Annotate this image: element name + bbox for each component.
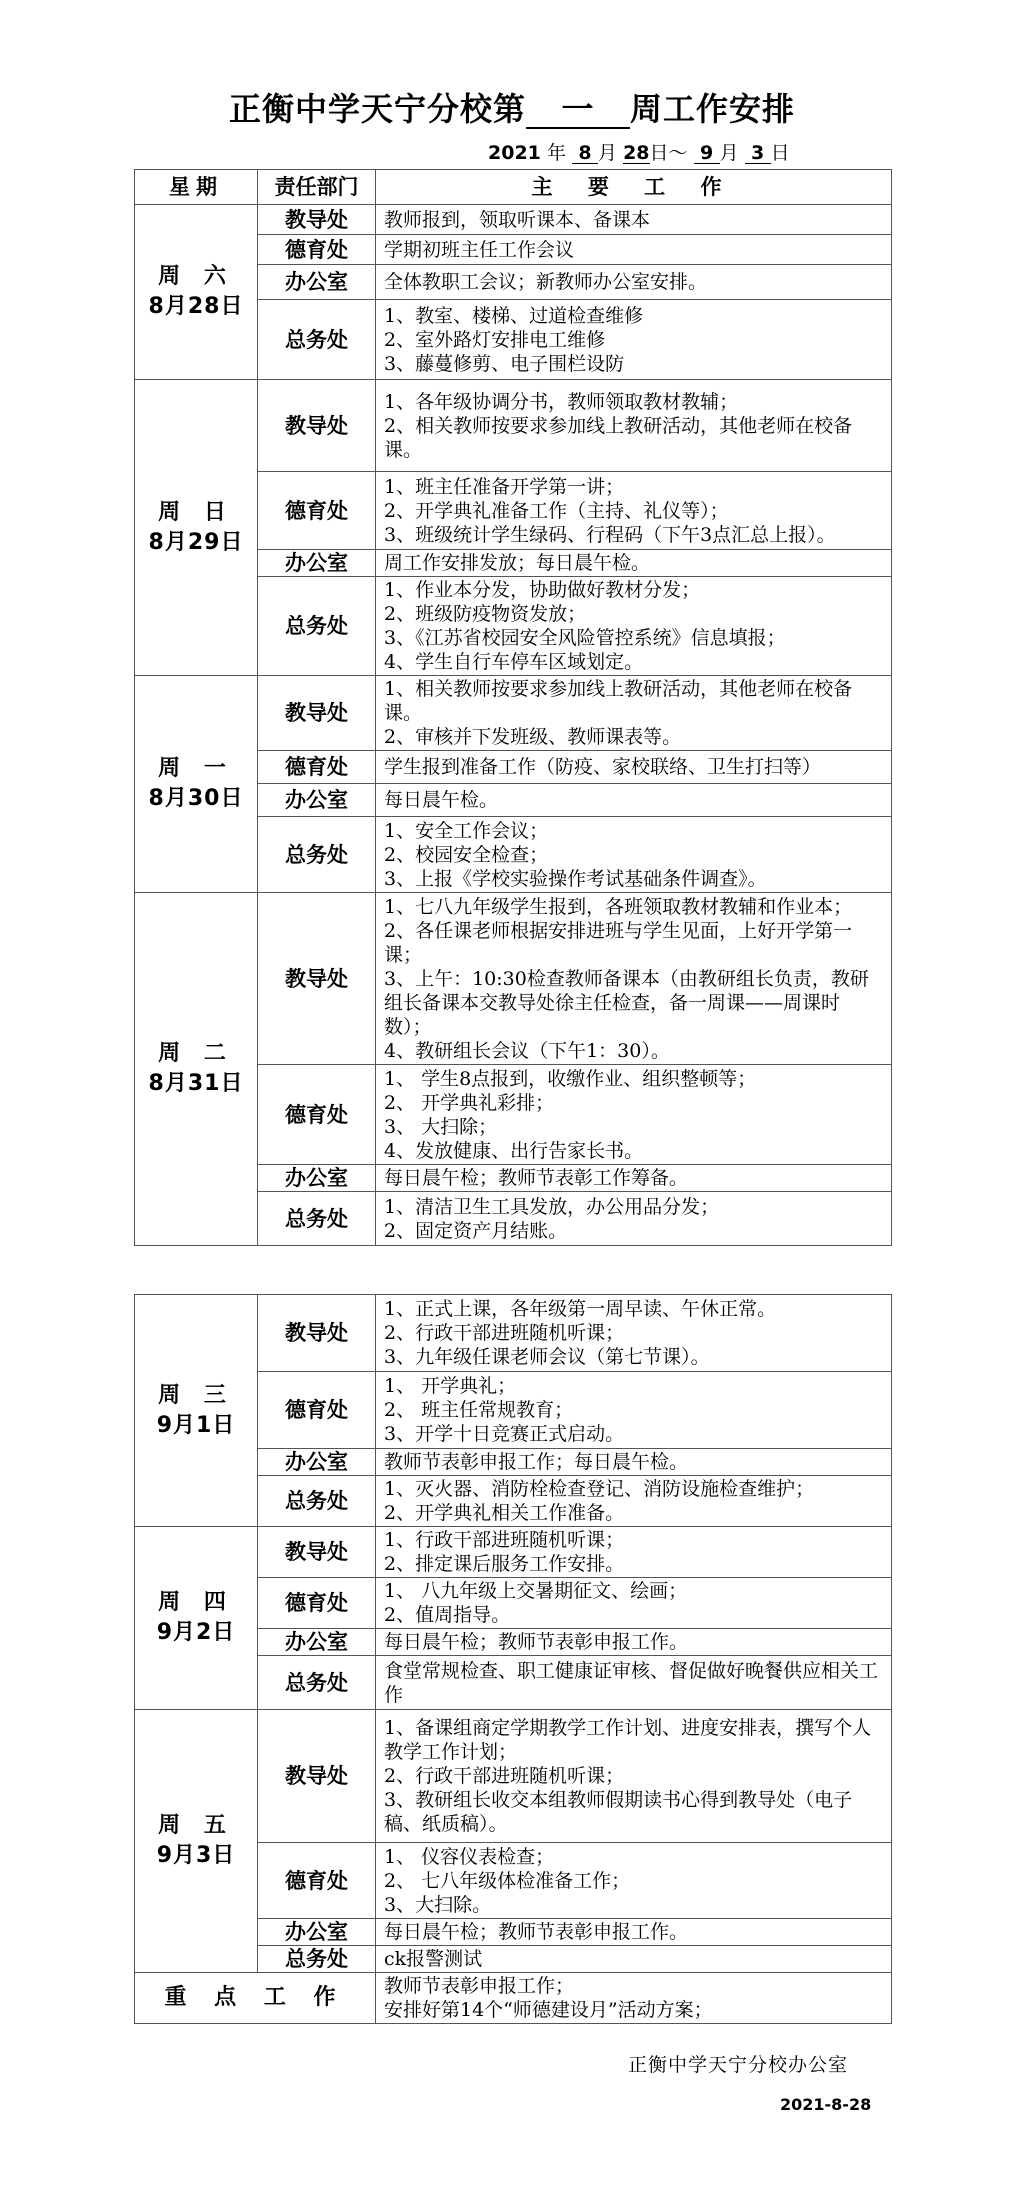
work-line: 4、发放健康、出行告家长书。 — [384, 1139, 644, 1162]
work-line: 3、九年级任课老师会议（第七节课）。 — [384, 1346, 710, 1368]
weekday-label: 周 五 — [158, 1813, 234, 1838]
work-content-cell — [376, 751, 892, 784]
day-cell — [135, 380, 258, 676]
work-line: 每日晨午检；教师节表彰申报工作。 — [384, 1921, 689, 1943]
title-suffix: 周工作安排 — [630, 90, 796, 128]
dept-cell: 办公室 — [258, 1629, 376, 1656]
work-line: 1、各年级协调分书，教师领取教材教辅； — [384, 390, 739, 413]
work-content-cell — [376, 1165, 892, 1192]
table-row — [135, 205, 892, 235]
day-cell — [135, 893, 258, 1246]
work-content-cell — [376, 1843, 892, 1919]
date-unit: 年 — [546, 142, 566, 164]
work-line: 3、 大扫除； — [384, 1115, 498, 1138]
work-line: 2、各任课老师根据安排进班与学生见面，上好开学第一课； — [384, 919, 853, 966]
work-content-cell — [376, 235, 892, 265]
work-line: 2、 开学典礼彩排； — [384, 1091, 555, 1114]
work-line: 教师节表彰申报工作；每日晨午检。 — [384, 1451, 689, 1473]
dept-cell: 德育处 — [258, 235, 376, 265]
work-line: 1、正式上课，各年级第一周早读、午休正常。 — [384, 1298, 777, 1320]
dept-cell: 教导处 — [258, 1295, 376, 1372]
work-line: 3、开学十日竞赛正式启动。 — [384, 1423, 625, 1445]
work-content-cell — [376, 1192, 892, 1246]
day-date-label: 9月1日 — [156, 1412, 236, 1438]
work-line: 食堂常规检查、职工健康证审核、督促做好晚餐供应相关工作 — [384, 1659, 879, 1706]
day-cell — [135, 1295, 258, 1527]
work-line: 学期初班主任工作会议 — [384, 238, 575, 261]
dept-cell: 德育处 — [258, 1843, 376, 1919]
work-line: 2、 班主任常规教育； — [384, 1399, 574, 1421]
key-work-row — [135, 1973, 892, 2024]
work-line: 1、七八九年级学生报到，各班领取教材教辅和作业本； — [384, 895, 853, 918]
dept-cell: 总务处 — [258, 817, 376, 893]
work-content-cell — [376, 205, 892, 235]
work-content-cell — [376, 1656, 892, 1710]
dept-cell: 总务处 — [258, 1476, 376, 1527]
work-line: 1、行政干部进班随机听课； — [384, 1529, 625, 1551]
work-line: 学生报到准备工作（防疫、家校联络、卫生打扫等） — [384, 756, 822, 778]
date-start-day: 28 — [623, 142, 650, 164]
work-content-cell — [376, 1476, 892, 1527]
work-line: 每日晨午检。 — [384, 789, 499, 811]
work-line: 3、上报《学校实验操作考试基础条件调查》。 — [384, 867, 767, 890]
weekday-label: 周 六 — [158, 264, 234, 289]
work-line: 3、大扫除。 — [384, 1893, 492, 1916]
weekday-label: 周 日 — [158, 499, 234, 525]
date-unit: 日 — [770, 142, 790, 164]
dept-cell: 德育处 — [258, 1372, 376, 1449]
dept-cell: 办公室 — [258, 1165, 376, 1192]
work-line: 1、灭火器、消防栓检查登记、消防设施检查维护； — [384, 1478, 815, 1500]
work-line: 2、开学典礼准备工作（主持、礼仪等）； — [384, 499, 729, 522]
schedule-table-part-2 — [134, 1294, 892, 2024]
work-content-cell — [376, 784, 892, 817]
day-date-label: 8月30日 — [148, 786, 244, 811]
work-content-cell — [376, 817, 892, 893]
work-content-cell — [376, 550, 892, 577]
footer-date: 2021-8-28 — [780, 2095, 872, 2114]
work-content-cell — [376, 1527, 892, 1578]
work-line: 2、固定资产月结账。 — [384, 1219, 568, 1242]
date-range — [488, 138, 790, 165]
dept-cell: 总务处 — [258, 1192, 376, 1246]
dept-cell: 德育处 — [258, 472, 376, 550]
work-line: 1、相关教师按要求参加线上教研活动，其他老师在校备课。 — [384, 678, 853, 724]
work-line: 3、藤蔓修剪、电子围栏设防 — [384, 352, 625, 375]
work-line: 2、行政干部进班随机听课； — [384, 1765, 625, 1787]
work-content-cell — [376, 265, 892, 300]
work-line: 教师报到，领取听课本、备课本 — [384, 208, 651, 231]
day-date-label: 8月29日 — [148, 529, 244, 555]
work-content-cell — [376, 1578, 892, 1629]
day-cell — [135, 1710, 258, 1973]
work-line: 1、 学生8点报到，收缴作业、组织整顿等； — [384, 1067, 757, 1090]
table-row — [135, 1710, 892, 1843]
title-prefix: 正衡中学天宁分校第 — [228, 90, 526, 128]
dept-cell: 教导处 — [258, 893, 376, 1065]
work-line: 1、作业本分发，协助做好教材分发； — [384, 579, 701, 601]
dept-cell: 总务处 — [258, 300, 376, 380]
work-content-cell — [376, 893, 892, 1065]
work-line: 2、相关教师按要求参加线上教研活动，其他老师在校备课。 — [384, 414, 853, 461]
table-row — [135, 1295, 892, 1372]
work-line: 1、安全工作会议； — [384, 819, 549, 842]
work-line: 4、教研组长会议（下午1：30）。 — [384, 1039, 670, 1062]
work-line: 1、班主任准备开学第一讲； — [384, 475, 625, 498]
work-content-cell — [376, 1919, 892, 1946]
date-unit: 月 — [719, 142, 739, 164]
work-line: 3、班级统计学生绿码、行程码（下午3点汇总上报）。 — [384, 523, 836, 546]
day-cell — [135, 1527, 258, 1710]
dept-cell: 教导处 — [258, 676, 376, 751]
table-row — [135, 893, 892, 1065]
header-work: 主 要 工 作 — [376, 170, 892, 205]
week-number: 一 — [526, 91, 630, 129]
weekday-label: 周 二 — [158, 1041, 234, 1066]
page-title — [0, 84, 1024, 130]
day-date-label: 9月2日 — [156, 1620, 236, 1645]
work-line: 2、 七八年级体检准备工作； — [384, 1869, 631, 1892]
key-work-line: 安排好第14个“师德建设月”活动方案； — [384, 1999, 713, 2021]
dept-cell: 教导处 — [258, 380, 376, 472]
table-row — [135, 676, 892, 751]
day-cell — [135, 676, 258, 893]
work-content-cell — [376, 1946, 892, 1973]
date-unit: 日～ — [649, 142, 688, 164]
key-work-label: 重 点 工 作 — [135, 1973, 376, 2024]
date-year: 2021 — [488, 142, 541, 164]
dept-cell: 办公室 — [258, 1919, 376, 1946]
footer-office: 正衡中学天宁分校办公室 — [628, 2054, 849, 2076]
dept-cell: 办公室 — [258, 1449, 376, 1476]
dept-cell: 总务处 — [258, 577, 376, 676]
header-dept: 责任部门 — [258, 170, 376, 205]
work-line: 2、校园安全检查； — [384, 843, 549, 866]
date-start-month: 8 — [572, 143, 598, 164]
table-row — [135, 1527, 892, 1578]
day-date-label: 8月28日 — [148, 294, 244, 319]
day-cell — [135, 205, 258, 380]
work-line: 1、 仪容仪表检查； — [384, 1845, 555, 1868]
work-content-cell — [376, 1629, 892, 1656]
day-date-label: 9月3日 — [156, 1843, 236, 1868]
dept-cell: 办公室 — [258, 265, 376, 300]
date-end-day: 3 — [745, 143, 771, 164]
work-line: 每日晨午检；教师节表彰工作筹备。 — [384, 1167, 689, 1189]
work-line: 1、 八九年级上交暑期征文、绘画； — [384, 1580, 688, 1602]
work-line: 2、审核并下发班级、教师课表等。 — [384, 726, 682, 748]
dept-cell: 教导处 — [258, 205, 376, 235]
work-line: 2、开学典礼相关工作准备。 — [384, 1502, 625, 1524]
work-line: 全体教职工会议；新教师办公室安排。 — [384, 271, 708, 293]
work-content-cell — [376, 577, 892, 676]
work-line: 周工作安排发放；每日晨午检。 — [384, 552, 651, 574]
work-line: 1、 开学典礼； — [384, 1375, 517, 1397]
work-line: 3、教研组长收交本组教师假期读书心得到教导处（电子稿、纸质稿）。 — [384, 1789, 853, 1835]
work-line: 2、班级防疫物资发放； — [384, 603, 587, 625]
work-line: 1、清洁卫生工具发放，办公用品分发； — [384, 1195, 720, 1218]
date-unit: 月 — [598, 142, 618, 164]
work-content-cell — [376, 676, 892, 751]
work-line: 1、备课组商定学期教学工作计划、进度安排表，撰写个人教学工作计划； — [384, 1717, 872, 1763]
dept-cell: 办公室 — [258, 550, 376, 577]
work-line: 1、教室、楼梯、过道检查维修 — [384, 304, 644, 327]
weekday-label: 周 四 — [158, 1590, 234, 1615]
dept-cell: 办公室 — [258, 784, 376, 817]
work-line: 2、值周指导。 — [384, 1604, 511, 1626]
table-row — [135, 380, 892, 472]
work-line: 每日晨午检；教师节表彰申报工作。 — [384, 1631, 689, 1653]
work-content-cell — [376, 300, 892, 380]
dept-cell: 德育处 — [258, 1578, 376, 1629]
work-line: ck报警测试 — [384, 1948, 483, 1970]
dept-cell: 教导处 — [258, 1710, 376, 1843]
work-line: 3、上午：10:30检查教师备课本（由教研组长负责，教研组长备课本交教导处徐主任检查，备一周课——周课时数）； — [384, 967, 869, 1038]
dept-cell: 德育处 — [258, 1065, 376, 1165]
key-work-line: 教师节表彰申报工作； — [384, 1975, 575, 1997]
work-line: 2、室外路灯安排电工维修 — [384, 328, 606, 351]
schedule-table-part-1 — [134, 169, 892, 1246]
table-header-row — [135, 170, 892, 205]
work-content-cell — [376, 1449, 892, 1476]
work-line: 3、《江苏省校园安全风险管控系统》信息填报； — [384, 627, 786, 649]
dept-cell: 德育处 — [258, 751, 376, 784]
key-work-content — [376, 1973, 892, 2024]
day-date-label: 8月31日 — [148, 1071, 244, 1096]
weekday-label: 周 三 — [158, 1382, 234, 1408]
work-line: 4、学生自行车停车区域划定。 — [384, 651, 644, 673]
weekday-label: 周 一 — [158, 756, 234, 781]
work-content-cell — [376, 380, 892, 472]
work-line: 2、行政干部进班随机听课； — [384, 1322, 625, 1344]
work-content-cell — [376, 1295, 892, 1372]
date-end-month: 9 — [694, 143, 720, 164]
work-content-cell — [376, 472, 892, 550]
work-content-cell — [376, 1065, 892, 1165]
dept-cell: 总务处 — [258, 1656, 376, 1710]
dept-cell: 总务处 — [258, 1946, 376, 1973]
header-day: 星期 — [135, 170, 258, 205]
work-content-cell — [376, 1372, 892, 1449]
dept-cell: 教导处 — [258, 1527, 376, 1578]
work-content-cell — [376, 1710, 892, 1843]
work-line: 2、排定课后服务工作安排。 — [384, 1553, 625, 1575]
